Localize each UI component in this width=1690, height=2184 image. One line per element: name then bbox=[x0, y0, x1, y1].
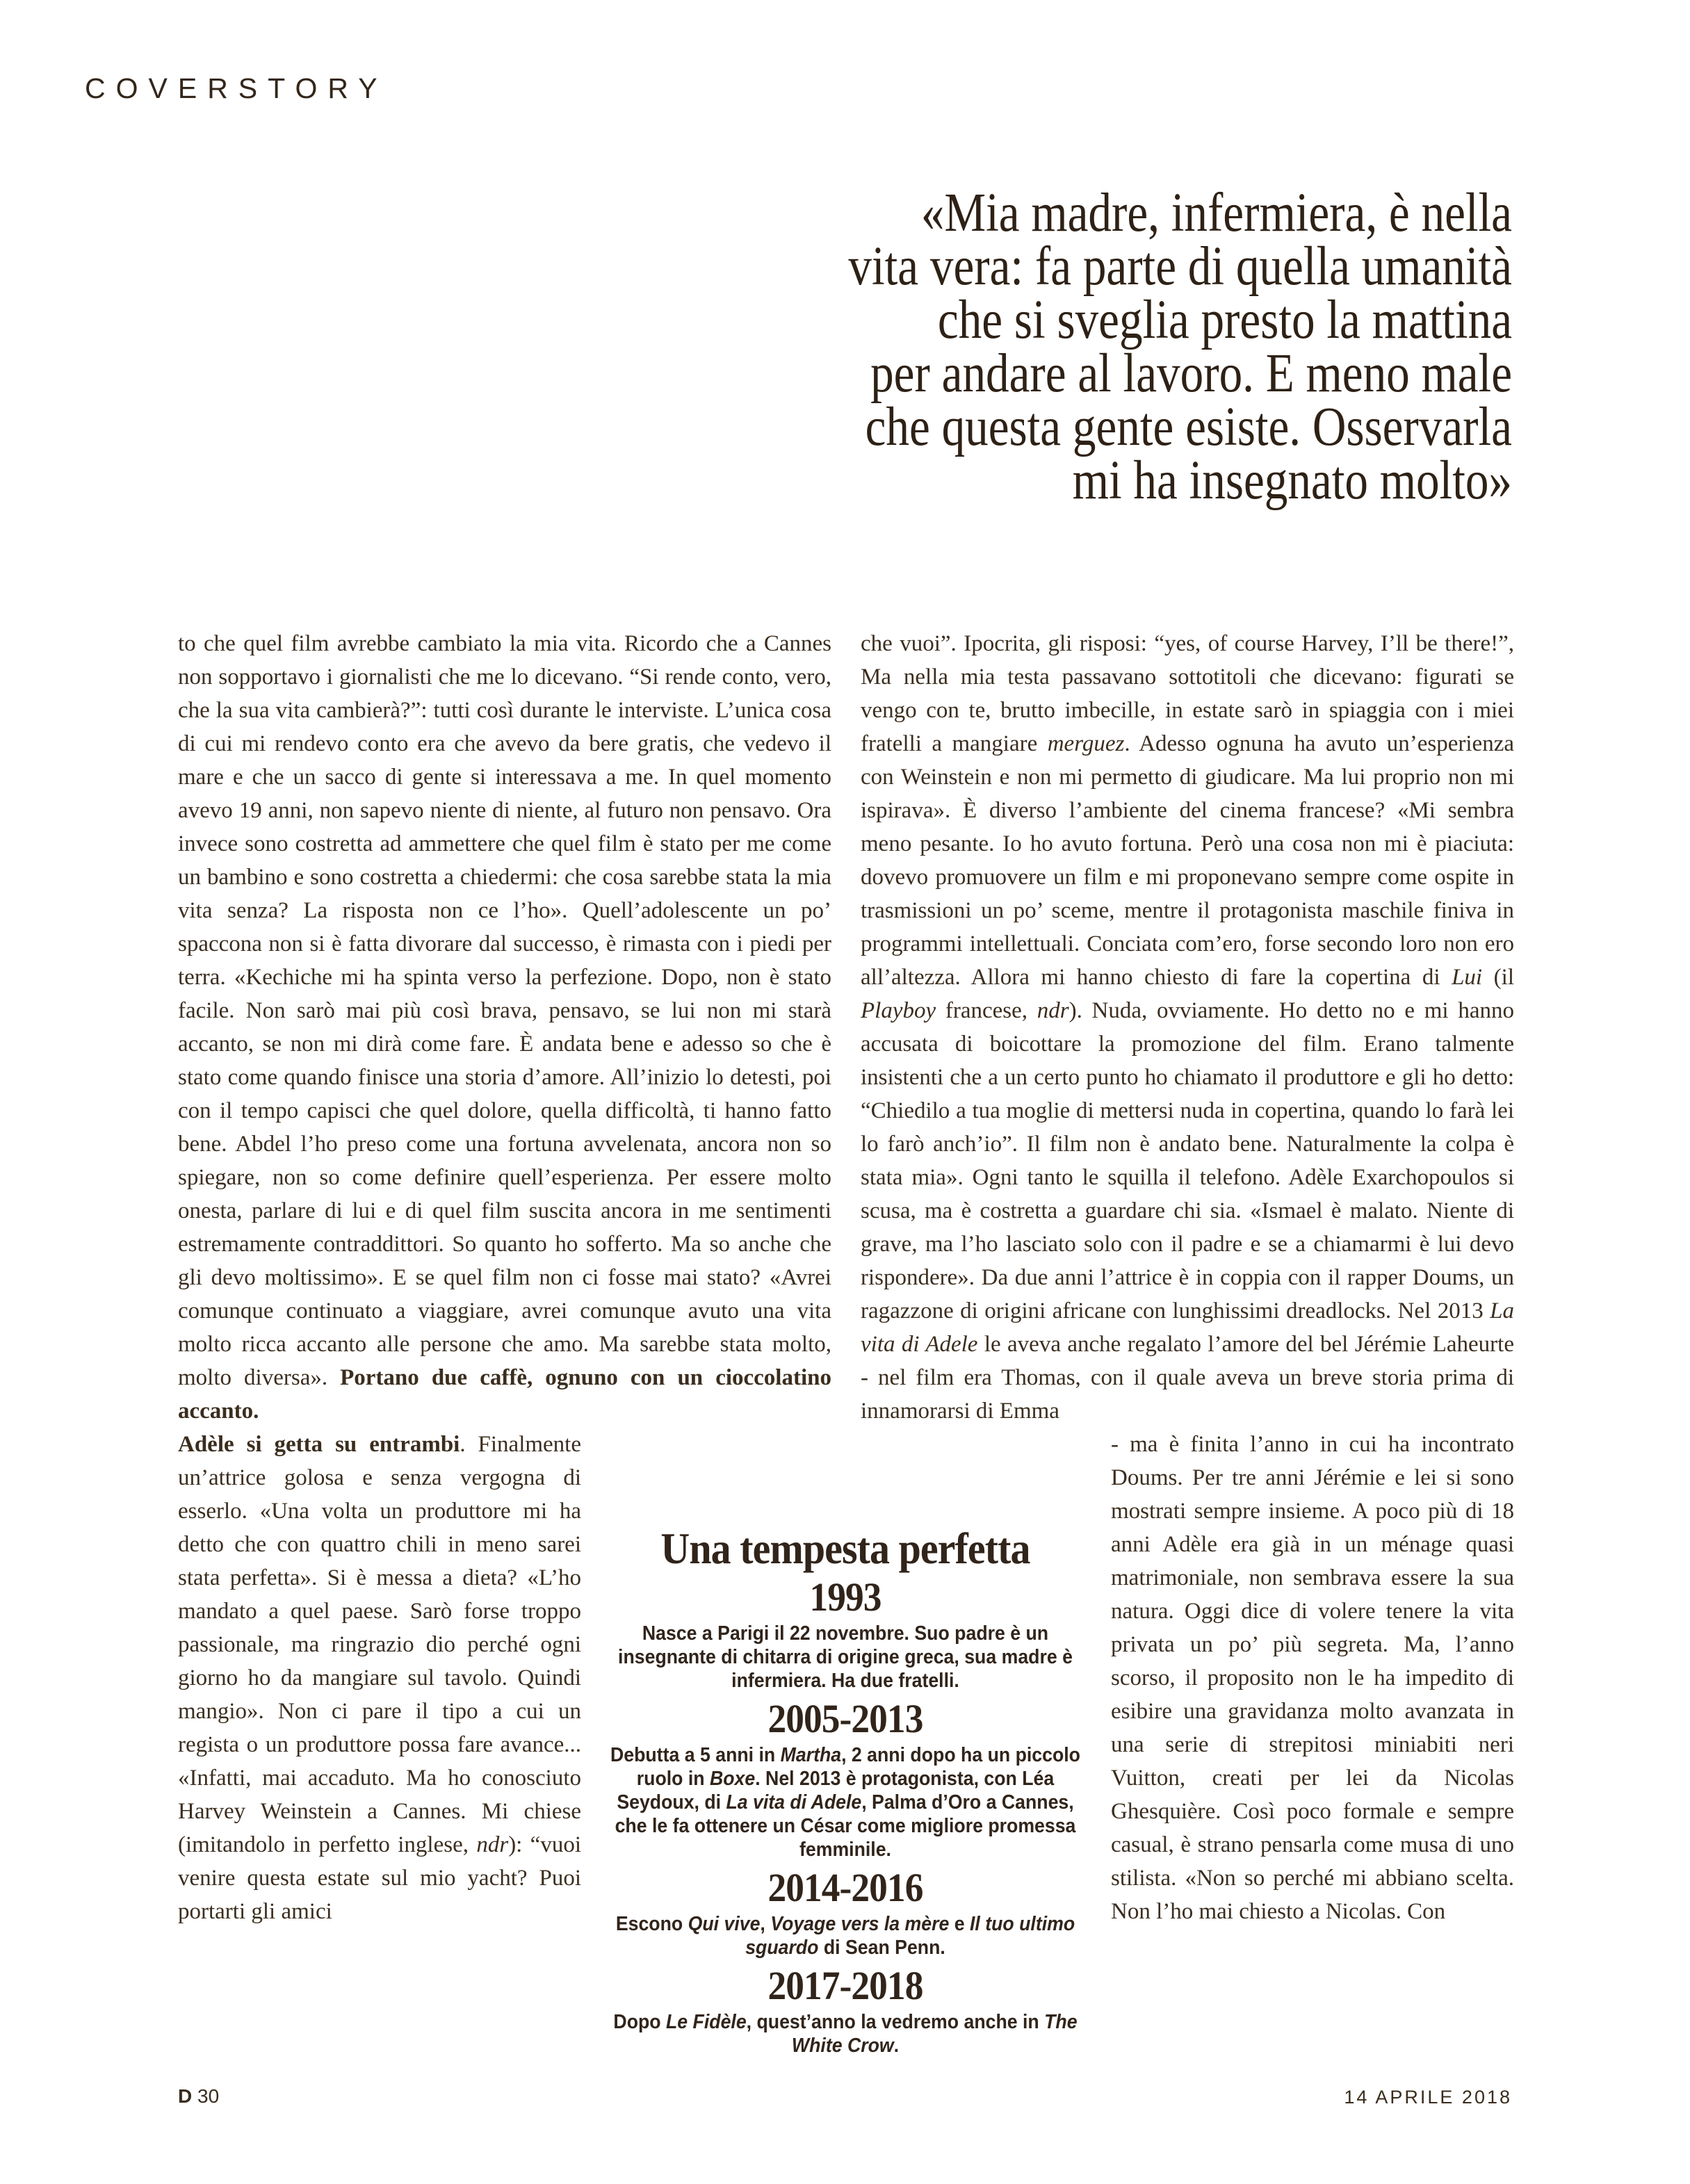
article-text-left-narrow: Adèle si getta su entrambi. Finalmente un’attrice golosa e senza vergogna di esserlo. «Una volta un produttore mi ha detto che con quattro chili in meno sarei stata perfetta». Si è messa a dieta? «L’ho mandato a quel paese. Sarò forse troppo passionale, ma ringrazio dio perché ogni giorno ho da mangiare sul tavolo. Quindi mangio». Non ci pare il tipo a cui un regista o un produttore possa fare avance... «Infatti, mai accaduto. Ma ho conosciuto Harvey Weinstein a Cannes. Mi chiese (imitandolo in perfetto inglese, ndr): “vuoi venire questa estate sul mio yacht? Puoi portarti gli amici bbox=[178, 1432, 581, 1924]
timeline-year: 1993 bbox=[809, 1574, 881, 1620]
pull-quote-line: che questa gente esiste. Osservarla bbox=[865, 397, 1512, 457]
timeline-text: Nasce a Parigi il 22 novembre. Suo padre è un insegnante di chitarra di origine greca, sua madre è infermiera. Ha due fratelli. bbox=[618, 1622, 1073, 1692]
article-text-right-wide: che vuoi”. Ipocrita, gli risposi: “yes, of course Harvey, I’ll be there!”, Ma nella mia testa passavano sottotitoli che dicevano: figurati se vengo con te, brutto imbecille, in estate sarò in spiaggia con i miei fratelli a mangiare merguez. Adesso ognuna ha avuto un’esperienza con Weinstein e non mi permetto di giudicare. Ma lui proprio non mi ispirava». È diverso l’ambiente del cinema francese? «Mi sembra meno pesante. Io ho avuto fortuna. Però una cosa non mi è piaciuta: dovevo promuovere un film e mi proponevano sempre come ospite in trasmissioni un po’ sceme, mentre il protagonista maschile finiva in programmi intellettuali. Conciata com’ero, forse secondo loro non ero all’altezza. Allora mi hanno chiesto di fare la copertina di Lui (il Playboy francese, ndr). Nuda, ovviamente. Ho detto no e mi hanno accusata di boicottare la promozione del film. Erano talmente insistenti che a un certo punto ho chiamato il produttore e gli ho detto: “Chiedilo a tua moglie di mettersi nuda in copertina, quando lo farà lei lo farò anch’io”. Il film non è andato bene. Naturalmente la colpa è stata mia». Ogni tanto le squilla il telefono. Adèle Exarchopoulos si scusa, ma è costretta a guardare chi sia. «Ismael è malato. Niente di grave, ma l’ho lasciato solo con il padre e se a chiamarmi è lui devo rispondere». Da due anni l’attrice è in coppia con il rapper Doums, un ragazzone di origini africane con lunghissimi dreadlocks. Nel 2013 La vita di Adele le aveva anche regalato l’amore del bel Jérémie Laheurte - nel film era Thomas, con il quale aveva un breve storia prima di innamorarsi di Emma bbox=[861, 631, 1514, 1424]
pull-quote-line: mi ha insegnato molto» bbox=[1072, 450, 1512, 511]
issue-date: 14 APRILE 2018 bbox=[1344, 2087, 1512, 2108]
timeline-entry bbox=[609, 1698, 1082, 1861]
pull-quote-line: per andare al lavoro. E meno male bbox=[870, 343, 1512, 404]
article-text-right-narrow: - ma è finita l’anno in cui ha incontrato Doums. Per tre anni Jérémie e lei si sono mostrati sempre insieme. A poco più di 18 anni Adèle era già in un ménage quasi matrimoniale, non sembrava essere la sua natura. Oggi dice di volere tenere la vita privata un po’ più segreta. Ma, l’anno scorso, il proposito non le ha impedito di esibire una gravidanza molto avanzata in una serie di strepitosi miniabiti neri Vuitton, creati per lei da Nicolas Ghesquière. Così poco formale e sempre casual, è strano pensarla come musa di uno stilista. «Non so perché mi abbiano scelta. Non l’ho mai chiesto a Nicolas. Con bbox=[1111, 1432, 1514, 1924]
timeline-text: Debutta a 5 anni in Martha, 2 anni dopo ha un piccolo ruolo in Boxe. Nel 2013 è protagonista, con Léa Seydoux, di La vita di Adele, Palma d’Oro a Cannes, che le fa ottenere un César come migliore promessa femminile. bbox=[610, 1744, 1080, 1861]
timeline-entry bbox=[609, 1965, 1082, 2057]
timeline-entry bbox=[609, 1576, 1082, 1693]
page-number: 30 bbox=[197, 2085, 220, 2107]
section-kicker: COVERSTORY bbox=[85, 72, 388, 104]
timeline-text: Escono Qui vive, Voyage vers la mère e Il tuo ultimo sguardo di Sean Penn. bbox=[615, 1913, 1075, 1959]
footer-folio bbox=[178, 2085, 219, 2108]
timeline-entry bbox=[609, 1867, 1082, 1959]
timeline-text: Dopo Le Fidèle, quest’anno la vedremo anche in The White Crow. bbox=[613, 2011, 1078, 2057]
pull-quote-line: che si sveglia presto la mattina bbox=[937, 290, 1512, 350]
timeline-box bbox=[609, 1526, 1082, 2057]
timeline-title: Una tempesta perfetta bbox=[660, 1524, 1030, 1573]
magazine-logo-d: D bbox=[178, 2085, 193, 2107]
article-text-left-wide: to che quel film avrebbe cambiato la mia vita. Ricordo che a Cannes non sopportavo i giornalisti che me lo dicevano. “Si rende conto, vero, che la sua vita cambierà?”: tutti così durante le interviste. L’unica cosa di cui mi rendevo conto era che avevo da bere gratis, che vedevo il mare e che un sacco di gente si interessava a me. In quel momento avevo 19 anni, non sapevo niente di niente, al futuro non pensavo. Ora invece sono costretta ad ammettere che quel film è stato per me come un bambino e sono costretta a chiedermi: che cosa sarebbe stata la mia vita senza? La risposta non ce l’ho». Quell’adolescente un po’ spaccona non si è fatta divorare dal successo, è rimasta con i piedi per terra. «Kechiche mi ha spinta verso la perfezione. Dopo, non è stato facile. Non sarò mai più così brava, pensavo, se lui non mi starà accanto, se non mi dirà come fare. È andata bene e adesso so che è stato come quando finisce una storia d’amore. All’inizio lo detesti, poi con il tempo capisci che quel dolore, quella difficoltà, ti hanno fatto bene. Abdel l’ho preso come una fortuna avvelenata, ancora non so spiegare, non so come definire quell’esperienza. Per essere molto onesta, parlare di lui e di quel film suscita ancora in me sentimenti estremamente contraddittori. So quanto ho sofferto. Ma so anche che gli devo moltissimo». E se quel film non ci fosse mai stato? «Avrei comunque continuato a viaggiare, avrei comunque avuto una vita molto ricca accanto alle persone che amo. Ma sarebbe stata molto, molto diversa». Portano due caffè, ognuno con un cioccolatino accanto. bbox=[178, 631, 831, 1424]
timeline-year: 2014-2016 bbox=[767, 1865, 923, 1910]
pull-quote-line: «Mia madre, infermiera, è nella bbox=[920, 183, 1512, 243]
timeline-year: 2017-2018 bbox=[767, 1963, 923, 2008]
pull-quote-line: vita vera: fa parte di quella umanità bbox=[848, 236, 1512, 297]
timeline-year: 2005-2013 bbox=[767, 1696, 923, 1741]
pull-quote bbox=[472, 183, 1512, 511]
